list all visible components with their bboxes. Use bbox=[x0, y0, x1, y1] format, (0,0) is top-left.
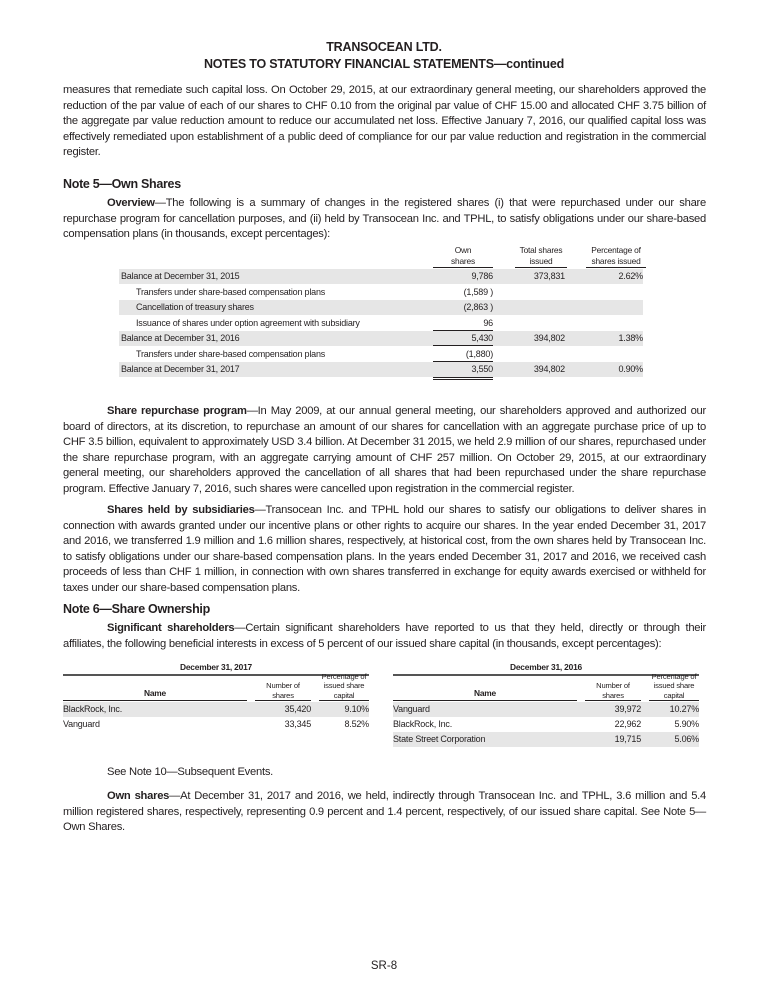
company-name: TRANSOCEAN LTD. bbox=[326, 40, 442, 54]
row-label: Balance at December 31, 2017 bbox=[121, 364, 240, 374]
row-label: Balance at December 31, 2016 bbox=[121, 333, 240, 343]
col-header-line: Number of bbox=[596, 681, 630, 690]
shareholder-name: BlackRock, Inc. bbox=[63, 704, 123, 714]
col-underline bbox=[63, 700, 247, 701]
own-shares-value: (2,863 ) bbox=[463, 302, 493, 312]
table-row bbox=[63, 717, 369, 732]
table-row bbox=[119, 331, 643, 346]
note5-overview-paragraph bbox=[63, 196, 706, 243]
overview-lead: Overview bbox=[107, 197, 155, 209]
table-row bbox=[119, 316, 643, 331]
shares-value: 33,345 bbox=[284, 719, 311, 729]
col-underline bbox=[319, 700, 369, 701]
shares-value: 35,420 bbox=[284, 704, 311, 714]
col-header-shares bbox=[585, 681, 641, 700]
percentage-value: 5.90% bbox=[674, 719, 699, 729]
share-repurchase-text: —In May 2009, at our annual general meeting, our shareholders approved and authorized our board of directors, at its discretion, to repurchase an amount of our shares for cancellation with an aggregate purchase price of up to CHF 3.5 billion, equivalent to approximately USD 3.4 billion. At December 31 2015, we held 2.9 million of our shares, repurchased under the share repurchase program, with an aggregate carrying amount of CHF 257 million. On October 29, 2015, at our extraordinary general meeting, our shareholders approved the cancellation of all shares that had been repurchased under the share repurchase program. Effective January 7, 2016, such shares were cancelled upon registration in the commercial register. bbox=[63, 405, 706, 495]
col-header-line: shares bbox=[602, 690, 624, 700]
share-repurchase-paragraph bbox=[63, 404, 706, 498]
own-shares-value: 96 bbox=[483, 317, 493, 328]
col-header-line: Own bbox=[454, 245, 472, 255]
table-row bbox=[119, 300, 643, 315]
col-header-percentage bbox=[649, 672, 699, 701]
col-underline bbox=[433, 267, 493, 268]
table-row bbox=[119, 347, 643, 362]
shareholder-name: State Street Corporation bbox=[393, 734, 486, 744]
col-underline bbox=[393, 700, 577, 701]
shares-value: 22,962 bbox=[614, 719, 641, 729]
share-repurchase-lead: Share repurchase program bbox=[107, 405, 247, 417]
own-shares-value: 9,786 bbox=[471, 271, 493, 281]
col-header-line: issued share bbox=[653, 681, 695, 690]
col-header-line: shares bbox=[272, 690, 294, 700]
col-header-line: shares bbox=[451, 255, 475, 266]
col-underline bbox=[585, 700, 641, 701]
col-header-line: issued share bbox=[323, 681, 365, 690]
col-underline bbox=[586, 267, 646, 268]
shares-held-lead: Shares held by subsidiaries bbox=[107, 504, 255, 516]
col-header-percentage bbox=[319, 672, 369, 701]
shareholder-name: BlackRock, Inc. bbox=[393, 719, 453, 729]
col-header-name: Name bbox=[143, 688, 166, 698]
note6-title: Note 6—Share Ownership bbox=[63, 602, 210, 616]
col-header-line: issued bbox=[529, 255, 553, 266]
col-header-name: Name bbox=[473, 688, 496, 698]
page-subtitle: NOTES TO STATUTORY FINANCIAL STATEMENTS—continued bbox=[203, 57, 565, 71]
percentage-value: 0.90% bbox=[618, 364, 643, 374]
shares-value: 39,972 bbox=[614, 704, 641, 714]
own-shares-value: 3,550 bbox=[471, 364, 493, 374]
col-header-percentage bbox=[586, 245, 646, 266]
own-shares-lead: Own shares bbox=[107, 790, 170, 802]
shares-held-text: —Transocean Inc. and TPHL hold our shares to satisfy our obligations to deliver shares in connection with awards granted under our incentive plans or other rights to acquire our shares. In the year ended December 31, 2017 and 2016, we transferred 1.9 million and 1.6 million shares, respectively, at historical cost, from the own shares held by Transocean Inc. to satisfy obligations under our share-based compensation plans. In the years ended December 31, 2017 and 2016, we received cash proceeds of less than CHF 1 million, in connection with own shares transferred in exchange for equity awards exercised or withheld for taxes under our share-based compensation plans. bbox=[63, 504, 707, 594]
col-underline bbox=[515, 267, 567, 268]
table-row bbox=[393, 732, 699, 747]
shares-value: 19,715 bbox=[614, 734, 641, 744]
total-shares-value: 394,802 bbox=[533, 364, 565, 374]
own-shares-value: (1,589 ) bbox=[463, 286, 493, 297]
shares-held-paragraph bbox=[63, 503, 706, 597]
col-underline bbox=[649, 700, 699, 701]
intro-paragraph: measures that remediate such capital loss. On October 29, 2015, at our extraordinary general meeting, our shareholders approved the reduction of the par value of each of our shares to CHF 0.10 from the original par value of CHF 15.00 and allocated CHF 3.75 billion of the aggregate par value reduction amount to reduce our accumulated net loss. Effective January 7, 2016, our qualified capital loss was effectively remediated upon establishment of a public deed of compliance for our par value reduction and registration in the commercial register. bbox=[63, 84, 706, 159]
table-row bbox=[119, 362, 643, 377]
significant-shareholders-text: —Certain significant shareholders have reported to us that they held, directly or through their affiliates, the following beneficial interests in excess of 5 percent of our issued share capital (in thousands, except percentages): bbox=[63, 622, 706, 650]
significant-shareholders-paragraph bbox=[63, 621, 706, 652]
total-shares-value: 394,802 bbox=[533, 333, 565, 343]
significant-shareholders-lead: Significant shareholders bbox=[107, 622, 235, 634]
percentage-value: 10.27% bbox=[669, 704, 699, 714]
shareholder-name: Vanguard bbox=[63, 719, 100, 729]
see-note-text: See Note 10—Subsequent Events. bbox=[107, 766, 274, 778]
own-shares-value: (1,880) bbox=[465, 348, 493, 359]
percentage-value: 8.52% bbox=[344, 719, 369, 729]
col-header-own-shares bbox=[433, 245, 493, 266]
shareholder-name: Vanguard bbox=[393, 704, 430, 714]
percentage-value: 1.38% bbox=[618, 333, 643, 343]
col-header-shares bbox=[255, 681, 311, 700]
row-label: Balance at December 31, 2015 bbox=[121, 271, 240, 281]
col-underline bbox=[255, 700, 311, 701]
table-row bbox=[393, 717, 699, 732]
col-header-line: shares issued bbox=[591, 255, 641, 266]
period-header: December 31, 2016 bbox=[509, 662, 583, 672]
period-header: December 31, 2017 bbox=[179, 662, 253, 672]
row-label: Cancellation of treasury shares bbox=[136, 302, 254, 312]
row-label: Transfers under share-based compensation plans bbox=[136, 286, 326, 297]
total-double-rule bbox=[433, 377, 493, 378]
table-row bbox=[119, 285, 643, 300]
col-header-line: capital bbox=[663, 690, 685, 700]
table-row bbox=[393, 702, 699, 717]
table-row bbox=[119, 269, 643, 284]
note5-title: Note 5—Own Shares bbox=[63, 177, 181, 191]
row-label: Issuance of shares under option agreement with subsidiary bbox=[136, 317, 360, 328]
col-header-total-shares bbox=[515, 245, 567, 266]
page-number: SR-8 bbox=[370, 960, 398, 972]
col-header-line: Percentage of bbox=[321, 671, 367, 681]
own-shares-value: 5,430 bbox=[471, 333, 493, 343]
col-header-line: Number of bbox=[266, 681, 300, 690]
col-header-line: Total shares bbox=[519, 245, 563, 255]
percentage-value: 5.06% bbox=[674, 734, 699, 744]
col-header-line: capital bbox=[333, 690, 355, 700]
table-row bbox=[63, 702, 369, 717]
own-shares-paragraph bbox=[63, 789, 706, 836]
total-double-rule bbox=[433, 379, 493, 380]
col-header-line: Percentage of bbox=[591, 245, 641, 255]
percentage-value: 2.62% bbox=[618, 271, 643, 281]
row-label: Transfers under share-based compensation plans bbox=[136, 348, 326, 359]
col-header-line: Percentage of bbox=[651, 671, 697, 681]
overview-text: —The following is a summary of changes in the registered shares (i) that were repurchased under our share repurchase program for cancellation purposes, and (ii) held by Transocean Inc. and TPHL, to satisfy obligations under our share-based compensation plans (in thousands, except percentages): bbox=[63, 197, 706, 241]
own-shares-text: —At December 31, 2017 and 2016, we held, indirectly through Transocean Inc. and TPHL, 3.6 million and 5.4 million registered shares, respectively, representing 0.9 percent and 1.4 percent, respectively, of our issued share capital. See Note 5—Own Shares. bbox=[63, 790, 707, 834]
total-shares-value: 373,831 bbox=[533, 271, 565, 281]
percentage-value: 9.10% bbox=[344, 704, 369, 714]
